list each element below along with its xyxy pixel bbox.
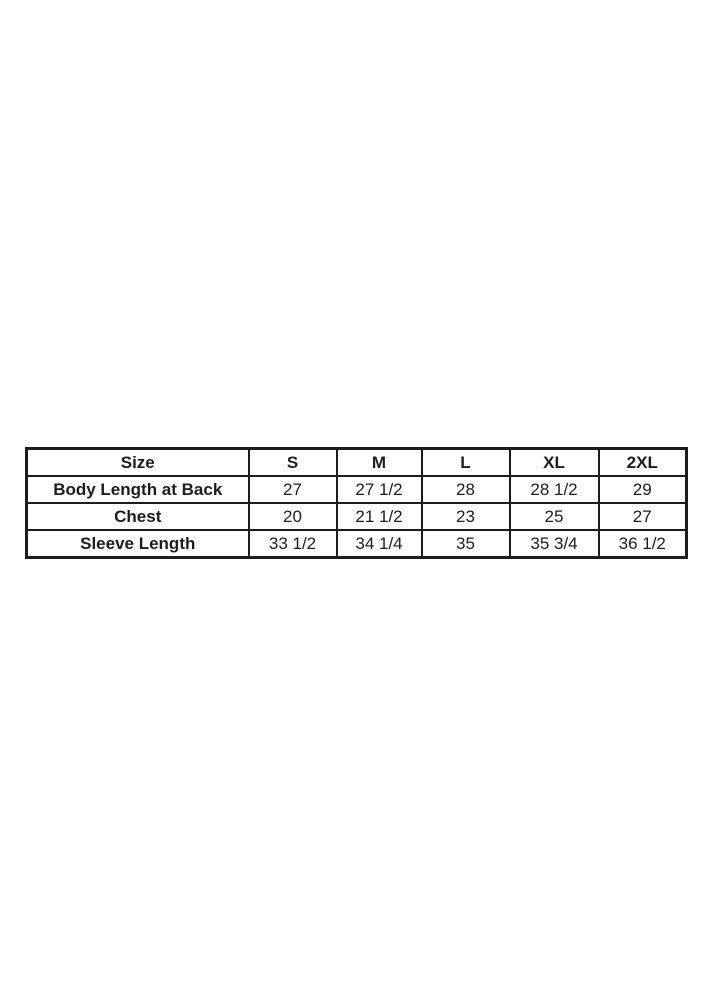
table-row-sleeve-length <box>27 530 687 558</box>
row-label-body-length: Body Length at Back <box>27 476 249 503</box>
size-chart-table <box>25 447 688 559</box>
header-cell-l: L <box>422 449 510 477</box>
table-cell: 35 3/4 <box>510 530 599 558</box>
header-cell-size: Size <box>27 449 249 477</box>
table-cell: 28 1/2 <box>510 476 599 503</box>
table-cell: 21 1/2 <box>337 503 422 530</box>
table-cell: 28 <box>422 476 510 503</box>
row-label-sleeve-length: Sleeve Length <box>27 530 249 558</box>
table-cell: 23 <box>422 503 510 530</box>
table-cell: 27 <box>599 503 687 530</box>
table-cell: 34 1/4 <box>337 530 422 558</box>
table-row-body-length <box>27 476 687 503</box>
header-cell-m: M <box>337 449 422 477</box>
table-cell: 29 <box>599 476 687 503</box>
header-cell-2xl: 2XL <box>599 449 687 477</box>
table-cell: 27 <box>249 476 337 503</box>
header-row <box>27 449 687 477</box>
table-cell: 36 1/2 <box>599 530 687 558</box>
table-cell: 27 1/2 <box>337 476 422 503</box>
table-row-chest <box>27 503 687 530</box>
table-cell: 25 <box>510 503 599 530</box>
table-cell: 35 <box>422 530 510 558</box>
header-cell-xl: XL <box>510 449 599 477</box>
header-cell-s: S <box>249 449 337 477</box>
row-label-chest: Chest <box>27 503 249 530</box>
table-cell: 20 <box>249 503 337 530</box>
table-cell: 33 1/2 <box>249 530 337 558</box>
